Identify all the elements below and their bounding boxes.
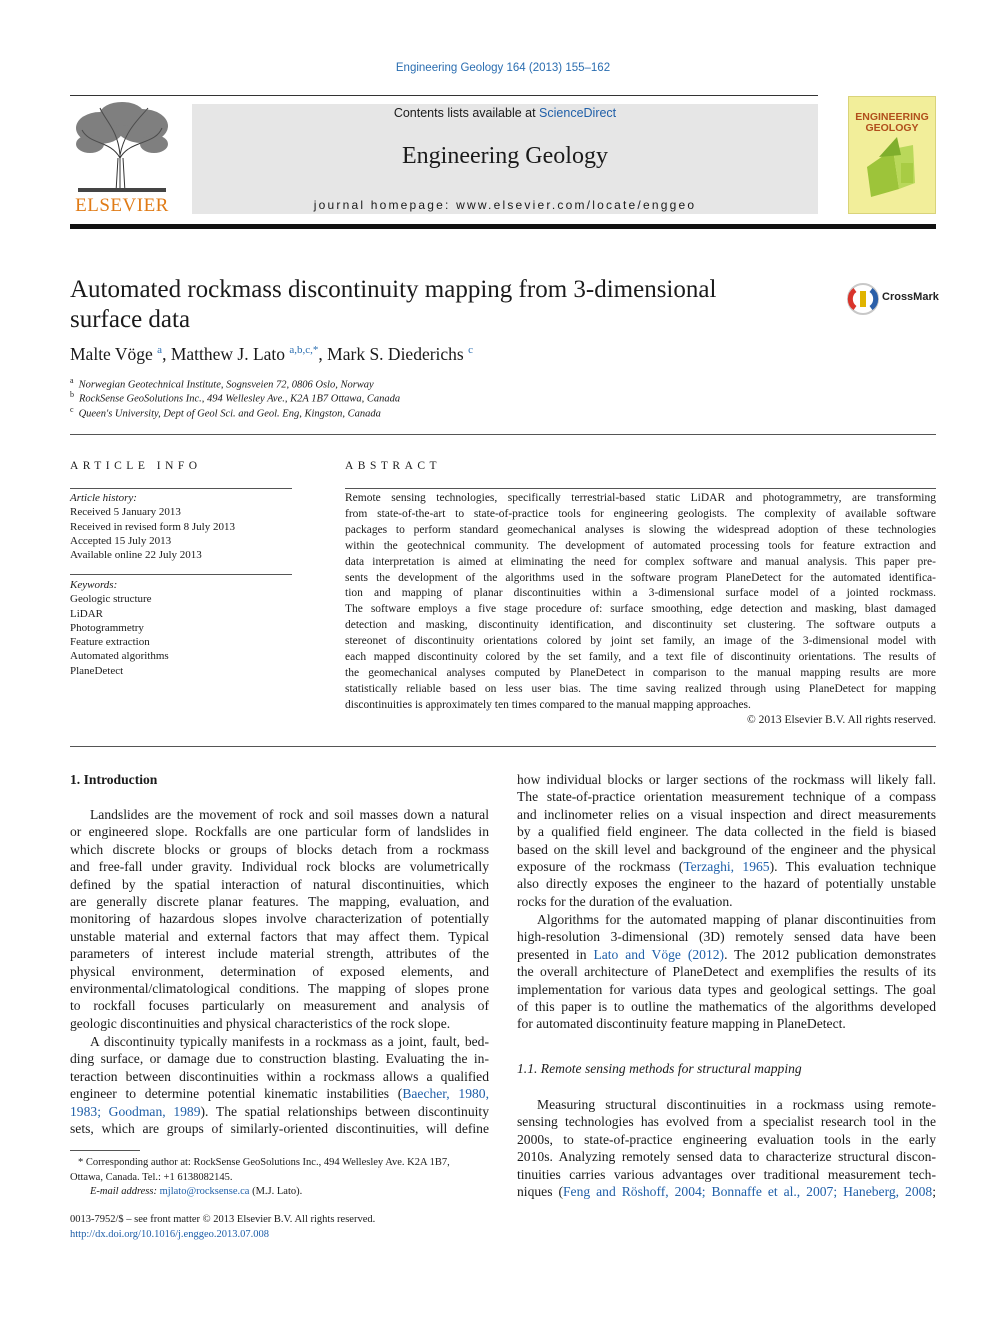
cover-title: ENGINEERING GEOLOGY <box>855 111 929 134</box>
abstract-text: Remote sensing technologies, specifically terrestrial-based static LiDAR and photogrammetry, are transforming from state-of-the-art to state-of-practice tools for engineering geologists. The complexity of available software packages to perform standard geomechanical analyses is slowing the widespread adoption of these technologies within the geotechnical community. The development of automated processing tools for feature extraction and data interpretation is aimed at eliminating the need for complex software and manual analysis. This paper pre- sents the development of the algorithms used in the software program PlaneDetect for the automated identifica- tion and mapping of planar discontinuities within a 3-dimensional surface model of a jointed rockmass. The software employs a five stage procedure of: surface smoothing, edge detection and masking, blast damaged detection and masking, discontinuity identification, and discontinuity set clustering. The software outputs a stereonet of discontinuity orientations colored by joint set family, an image of the 3-dimensional model with each mapped discontinuity colored by the set family, and a text file of discontinuity orientations. The results of the geomechanical analyses computed by PlaneDetect in comparison to the manual mapping results are more statistically reliable based on less user bias. The time saving realized through using PlaneDetect for mapping discontinuities is approximately ten times compared to the manual mapping approaches. <box>345 492 936 711</box>
journal-homepage[interactable]: journal homepage: www.elsevier.com/locate/enggeo <box>313 198 697 212</box>
keyword: Automated algorithms <box>70 650 169 663</box>
intro-paragraph-1: Landslides are the movement of rock and soil masses down a natural or engineered slope. Rockfalls are one particular form of landslides in which discrete blocks or groups of blocks detach from a rockmass and free-fall under gravity. Individual rock blocks are volumetrically defined by the spatial interaction of natural discontinuities, which are generally discrete planar features. The mapping, evaluation, and monitoring of hazardous slopes involve characterization of potentially unstable material and external factors that may affect them. Typical parameters of interest include material strength, attributes of the physical environment, determination of exposed elements, and environmental/climatological conditions. The mapping of slopes prone to rockfall focuses particularly on measurement and analysis of geologic discontinuities and physical characteristics of the rock slope. <box>70 807 489 1031</box>
citation-link[interactable]: 1983; Goodman, 1989 <box>70 1103 201 1119</box>
intro-paragraph-2: A discontinuity typically manifests in a rockmass as a joint, fault, bed- ding surface, or damage due to construction blasting. Evaluating the in- teraction between discontinuities within a rockmass allows a qualified engineer to determine potential kinematic instabilities (Baecher, 1980, 1983; Goodman, 1989). The spatial relationships between discontinuity sets, which are groups of similarly-oriented discontinuities, will define <box>70 1034 489 1137</box>
sciencedirect-link[interactable]: ScienceDirect <box>539 106 617 120</box>
keyword: PlaneDetect <box>70 664 124 677</box>
history-item: Received in revised form 8 July 2013 <box>70 520 235 533</box>
abstract-copyright: © 2013 Elsevier B.V. All rights reserved. <box>747 714 936 726</box>
header-thick-rule <box>70 224 936 229</box>
citation-link[interactable]: Terzaghi, 1965 <box>683 859 770 875</box>
keyword: Photogrammetry <box>70 621 144 634</box>
introduction-heading: 1. Introduction <box>70 772 158 787</box>
email-link[interactable]: mjlato@rocksense.ca <box>159 1186 250 1197</box>
affiliation: $^a$ Norwegian Geotechnical Institute, Sognsveien 72, 0806 Oslo, Norway <box>70 376 374 391</box>
journal-citation[interactable]: Engineering Geology 164 (2013) 155–162 <box>395 62 611 74</box>
keyword: Geologic structure <box>70 593 152 606</box>
author-list: Malte Vöge $^a$, Matthew J. Lato $^{a,b,c,*}$, Mark S. Diederichs $^c$ <box>70 344 474 364</box>
section-divider <box>70 434 936 435</box>
keyword: Feature extraction <box>70 636 150 649</box>
subsection-paragraph-1: Measuring structural discontinuities in a rockmass using remote- sensing technologies has evolved from a specialist research tool in the 2000s, to state-of-practice engineering evaluation tools in the early 2010s. Analyzing remotely sensed data to characterize structural discon- tinuities carries various advantages over traditional measurement tech- niques (Feng and Röshoff, 2004; Bonnaffe et al., 2007; Haneberg, 2008; <box>517 1097 936 1200</box>
keywords-rule <box>70 574 292 575</box>
article-info-heading: ARTICLE INFO <box>70 460 202 472</box>
author-affil-mark[interactable]: a,b,c,* <box>289 344 319 357</box>
citation-link[interactable]: Feng and Röshoff, 2004; Bonnaffe et al., 2007; Haneberg, 2008 <box>562 1184 933 1200</box>
header-top-rule <box>70 95 818 96</box>
issn-doi-block <box>70 1213 375 1242</box>
doi-link[interactable]: http://dx.doi.org/10.1016/j.enggeo.2013.07.008 <box>70 1228 270 1240</box>
elsevier-wordmark: ELSEVIER <box>75 195 169 216</box>
citation-link[interactable]: Baecher, 1980, <box>402 1086 489 1102</box>
affiliation: $^b$ RockSense GeoSolutions Inc., 494 Wellesley Ave., K2A 1B7 Ottawa, Canada <box>70 390 401 405</box>
article-info-rule <box>70 488 292 489</box>
abstract-heading: ABSTRACT <box>345 460 442 472</box>
affiliation: $^c$ Queen's University, Dept of Geol Sci. and Geol. Eng, Kingston, Canada <box>70 405 381 420</box>
journal-title: Engineering Geology <box>402 143 608 169</box>
history-item: Accepted 15 July 2013 <box>70 534 172 547</box>
section-divider <box>70 746 936 747</box>
intro-paragraph-3: how individual blocks or larger sections of the rockmass will likely fall. The state-of-practice orientation measurement technique of a compass and inclinometer relies on a visual inspection and direct measurements by a qualified field engineer. The data collected in the field is biased based on the skill level and background of the engineer and the physical exposure of the rockmass (Terzaghi, 1965). This evaluation technique also directly exposes the engineer to the hazard of potentially unstable rocks for the duration of the evaluation. <box>517 772 936 909</box>
intro-paragraph-4: Algorithms for the automated mapping of planar discontinuities from high-resolution 3-dimensional (3D) remotely sensed data have been presented in Lato and Vöge (2012). The 2012 publication demonstrates the overall architecture of PlaneDetect and exemplifies the results of its implementation for various data types and geological settings. The goal of this paper is to outline the mathematics of the algorithms developed for automated discontinuity feature mapping in PlaneDetect. <box>517 912 936 1032</box>
author-name: Matthew J. Lato <box>170 344 286 364</box>
author-affil-mark[interactable]: a <box>157 344 163 357</box>
contents-line <box>192 106 818 120</box>
subsection-heading: 1.1. Remote sensing methods for structural mapping <box>517 1061 802 1076</box>
issn-line: 0013-7952/$ – see front matter © 2013 Elsevier B.V. All rights reserved. <box>70 1214 376 1225</box>
citation-link[interactable]: Lato and Vöge (2012) <box>593 946 725 962</box>
author-affil-mark[interactable]: c <box>468 344 474 357</box>
abstract-rule <box>345 488 936 489</box>
contents-prefix: Contents lists available at <box>393 106 540 120</box>
author-name: Mark S. Diederichs <box>327 344 464 364</box>
article-history: Article history: Received 5 January 2013 Received in revised form 8 July 2013 Accepted 15 July 2013 Available online 22 July 2013 <box>70 492 235 562</box>
footnote-rule <box>70 1150 140 1151</box>
history-item: Received 5 January 2013 <box>70 506 181 519</box>
article-title: Automated rockmass discontinuity mapping from 3-dimensional surface data <box>70 276 717 333</box>
history-item: Available online 22 July 2013 <box>70 549 202 562</box>
crossmark-label[interactable]: CrossMark <box>882 291 939 303</box>
keyword: LiDAR <box>70 607 103 620</box>
keyword-list: Keywords: Geologic structure LiDAR Photogrammetry Feature extraction Automated algorithms PlaneDetect <box>70 579 169 677</box>
corresponding-author-footnote: * Corresponding author at: RockSense GeoSolutions Inc., 494 Wellesley Ave. K2A 1B7, Ottawa, Canada. Tel.: +1 6138082145. E-mail address: mjlato@rocksense.ca (M.J. Lato). <box>70 1157 450 1197</box>
author-name: Malte Vöge <box>70 344 153 364</box>
